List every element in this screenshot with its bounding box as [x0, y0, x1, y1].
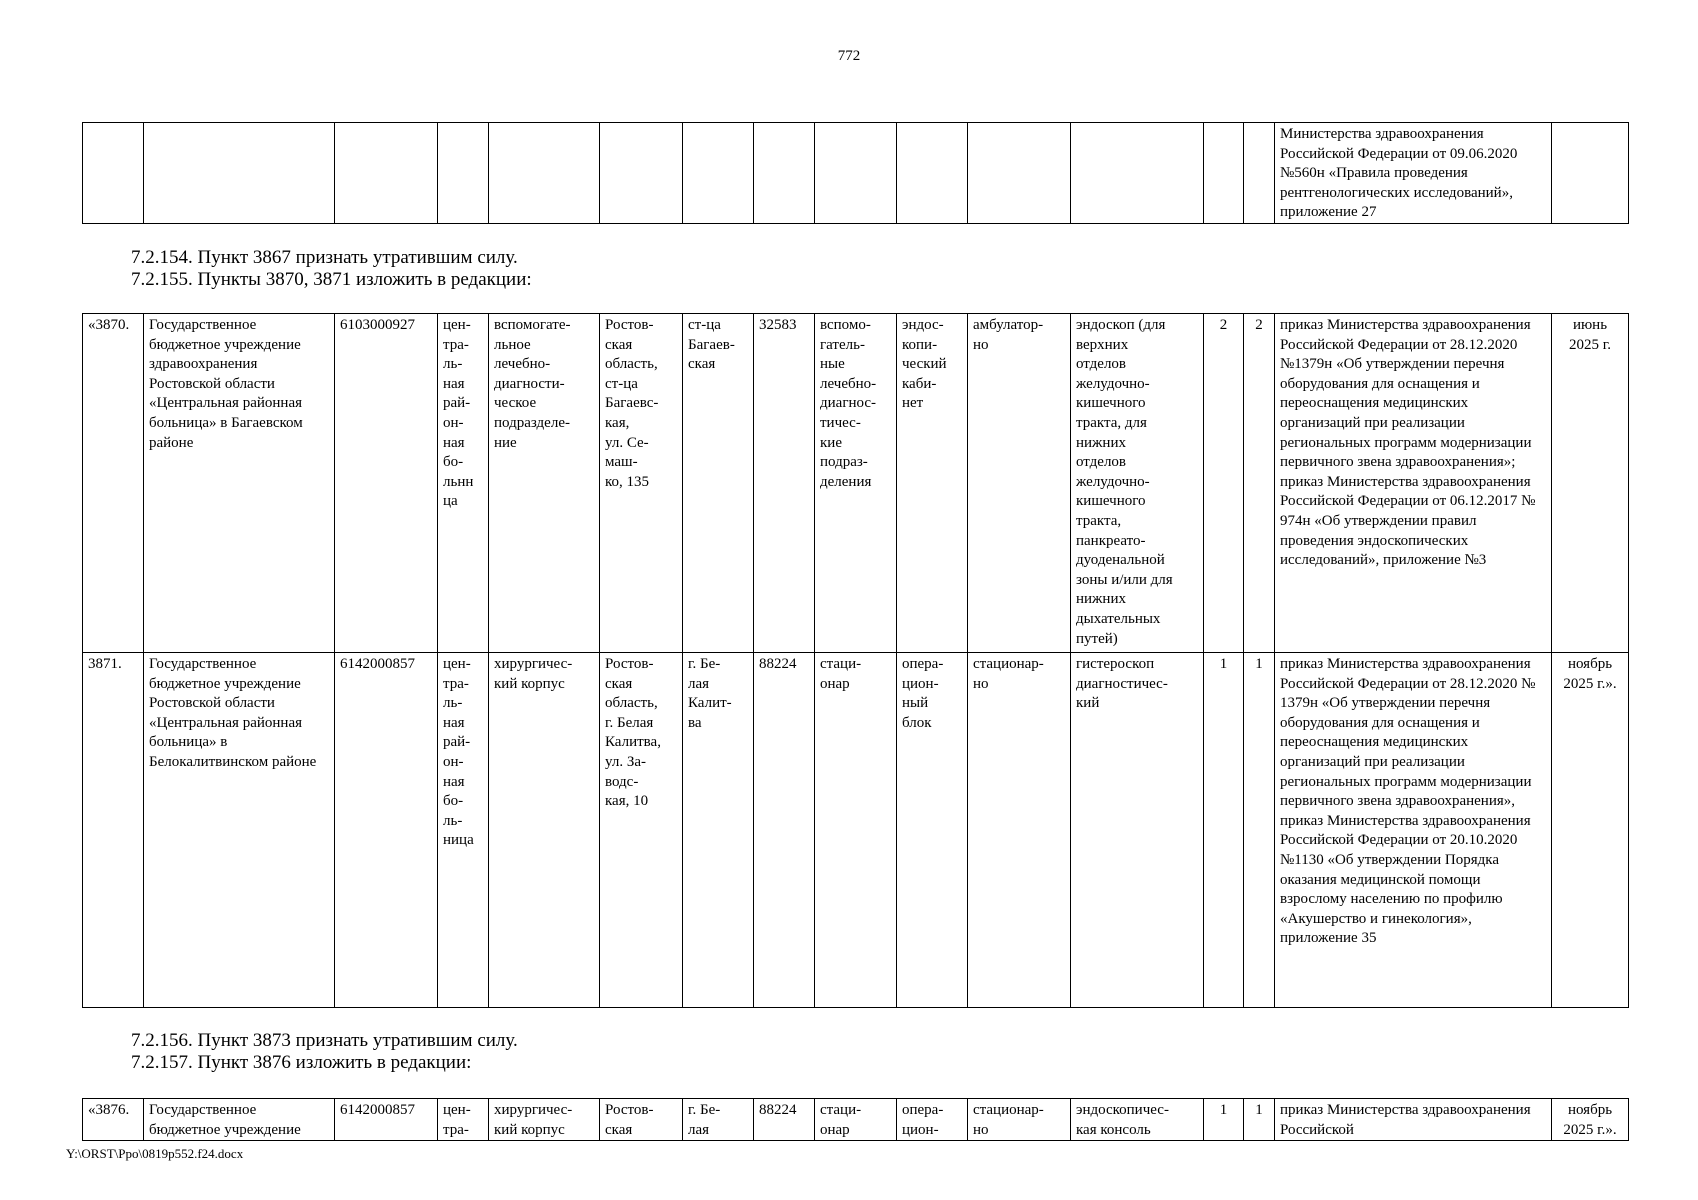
- table-cell: 3871.: [83, 653, 144, 1008]
- file-path-footer: Y:\ORST\Ppo\0819p552.f24.docx: [66, 1146, 244, 1161]
- table-cell: амбулатор- но: [968, 314, 1071, 653]
- table-cell: [897, 123, 968, 224]
- table-cell: 88224: [754, 653, 815, 1008]
- registry-table-continued: [82, 1098, 1629, 1141]
- table-cell: [438, 123, 489, 224]
- table-cell: стаци- онар: [815, 653, 897, 1008]
- table-cell: цен- тра- ль- ная рай- он- ная бо- ль- ница: [438, 653, 489, 1008]
- table-row: [83, 123, 1629, 224]
- table-cell: [1244, 123, 1275, 224]
- table-cell: эндос- копи- ческий каби- нет: [897, 314, 968, 653]
- table-cell: 2: [1204, 314, 1244, 653]
- page-number: 772: [837, 48, 861, 64]
- table-cell: [144, 123, 335, 224]
- table-cell: [815, 123, 897, 224]
- instruction-text: 7.2.154. Пункт 3867 признать утратившим силу.: [131, 247, 518, 268]
- table-cell: 1: [1204, 653, 1244, 1008]
- table-cell: 6103000927: [335, 314, 438, 653]
- table-cell: цен- тра- ль- ная рай- он- ная бо- льнн ца: [438, 314, 489, 653]
- table-cell: 32583: [754, 314, 815, 653]
- table-cell: 1: [1244, 1099, 1275, 1141]
- continuation-table: [82, 122, 1629, 224]
- table-cell: ноябрь 2025 г.».: [1552, 653, 1629, 1008]
- table-cell: 6142000857: [335, 1099, 438, 1141]
- table-cell: 1: [1204, 1099, 1244, 1141]
- table-cell: вспомо- гатель- ные лечебно- диагнос- тичес- кие подраз- деления: [815, 314, 897, 653]
- table-cell: Министерства здравоохранения Российской Федерации от 09.06.2020 №560н «Правила проведения рентгенологических исследований», приложение 27: [1275, 123, 1552, 224]
- table-cell: Государственное бюджетное учреждение здравоохранения Ростовской области «Центральная районная больница» в Багаевском районе: [144, 314, 335, 653]
- table-cell: г. Бе- лая: [683, 1099, 754, 1141]
- table-cell: хирургичес- кий корпус: [489, 653, 600, 1008]
- table-cell: стационар- но: [968, 653, 1071, 1008]
- instruction-text: 7.2.155. Пункты 3870, 3871 изложить в редакции:: [131, 269, 532, 290]
- table-cell: [335, 123, 438, 224]
- table-cell: [1552, 123, 1629, 224]
- table-row: [83, 314, 1629, 653]
- table-cell: стационар- но: [968, 1099, 1071, 1141]
- table-cell: приказ Министерства здравоохранения Российской Федерации от 28.12.2020 № 1379н «Об утверждении перечня оборудования для оснащения и переоснащения медицинских организаций при реализации региональных программ модернизации первичного звена здравоохранения», приказ Министерства здравоохранения Российской Федерации от 20.10.2020 №1130 «Об утверждении Порядка оказания медицинской помощи взрослому населению по профилю «Акушерство и гинекология», приложение 35: [1275, 653, 1552, 1008]
- table-cell: эндоскоп (для верхних отделов желудочно- кишечного тракта, для нижних отделов желудочно- кишечного тракта, панкреато- дуоденальной зоны и/или для нижних дыхательных путей): [1071, 314, 1204, 653]
- table-cell: [83, 123, 144, 224]
- table-cell: приказ Министерства здравоохранения Российской Федерации от 28.12.2020 №1379н «Об утверждении перечня оборудования для оснащения и переоснащения медицинских организаций при реализации региональных программ модернизации первичного звена здравоохранения»; приказ Министерства здравоохранения Российской Федерации от 06.12.2017 № 974н «Об утверждении правил проведения эндоскопических исследований», приложение №3: [1275, 314, 1552, 653]
- table-row: [83, 653, 1629, 1008]
- table-cell: 88224: [754, 1099, 815, 1141]
- table-cell: приказ Министерства здравоохранения Российской: [1275, 1099, 1552, 1141]
- table-cell: [683, 123, 754, 224]
- table-cell: «3876.: [83, 1099, 144, 1141]
- table-cell: [968, 123, 1071, 224]
- instruction-text: 7.2.157. Пункт 3876 изложить в редакции:: [131, 1052, 472, 1073]
- table-cell: [1204, 123, 1244, 224]
- table-cell: Ростов- ская область, ст-ца Багаевс- кая, ул. Се- маш- ко, 135: [600, 314, 683, 653]
- table-cell: 6142000857: [335, 653, 438, 1008]
- table-cell: Ростов- ская область, г. Белая Калитва, ул. За- водс- кая, 10: [600, 653, 683, 1008]
- registry-table: [82, 313, 1629, 1008]
- table-row: [83, 1099, 1629, 1141]
- table-cell: хирургичес- кий корпус: [489, 1099, 600, 1141]
- table-cell: цен- тра-: [438, 1099, 489, 1141]
- table-cell: «3870.: [83, 314, 144, 653]
- table-cell: июнь 2025 г.: [1552, 314, 1629, 653]
- table-cell: Ростов- ская: [600, 1099, 683, 1141]
- table-cell: эндоскопичес- кая консоль: [1071, 1099, 1204, 1141]
- table-cell: Государственное бюджетное учреждение: [144, 1099, 335, 1141]
- instruction-text: 7.2.156. Пункт 3873 признать утратившим силу.: [131, 1030, 518, 1051]
- table-cell: г. Бе- лая Калит- ва: [683, 653, 754, 1008]
- table-cell: [600, 123, 683, 224]
- table-cell: Государственное бюджетное учреждение Ростовской области «Центральная районная больница» в Белокалитвинском районе: [144, 653, 335, 1008]
- table-cell: ноябрь 2025 г.».: [1552, 1099, 1629, 1141]
- table-cell: опера- цион- ный блок: [897, 653, 968, 1008]
- table-cell: [754, 123, 815, 224]
- table-cell: [1071, 123, 1204, 224]
- table-cell: ст-ца Багаев- ская: [683, 314, 754, 653]
- table-cell: вспомогате- льное лечебно- диагности- ческое подразделе- ние: [489, 314, 600, 653]
- table-cell: опера- цион-: [897, 1099, 968, 1141]
- table-cell: стаци- онар: [815, 1099, 897, 1141]
- table-cell: 2: [1244, 314, 1275, 653]
- table-cell: 1: [1244, 653, 1275, 1008]
- table-cell: [489, 123, 600, 224]
- table-cell: гистероскоп диагностичес- кий: [1071, 653, 1204, 1008]
